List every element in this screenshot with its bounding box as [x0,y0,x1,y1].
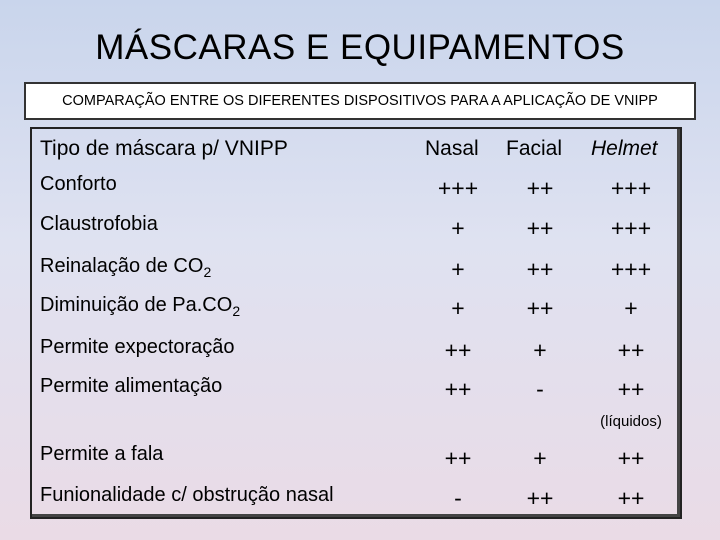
row-label-reinalacao [40,255,211,280]
slide-subtitle: COMPARAÇÃO ENTRE OS DIFERENTES DISPOSITIVOS PARA A APLICAÇÃO DE VNIPP [24,82,696,120]
value-helmet: ++ [617,337,645,363]
value-nasal: - [454,485,462,511]
helmet-note: (líquidos) [600,413,662,430]
value-nasal: ++ [444,445,472,471]
value-helmet: + [624,295,638,321]
subscript: 2 [203,264,212,280]
row-label-obstrucao-nasal: Funionalidade c/ obstrução nasal [40,484,334,506]
value-facial: ++ [526,295,554,321]
value-facial: - [536,376,544,402]
value-helmet: +++ [610,215,652,241]
value-helmet: +++ [610,256,652,282]
header-helmet: Helmet [591,137,658,160]
value-helmet: ++ [617,445,645,471]
subscript: 2 [232,303,241,319]
row-label-claustrofobia: Claustrofobia [40,213,158,235]
value-nasal: +++ [437,175,479,201]
row-label-expectoracao: Permite expectoração [40,336,235,358]
header-label: Tipo de máscara p/ VNIPP [40,137,288,160]
value-facial: ++ [526,256,554,282]
row-label-text: Diminuição de Pa.CO [40,294,233,316]
value-nasal: + [451,215,465,241]
header-nasal: Nasal [425,137,479,160]
row-label-conforto: Conforto [40,173,117,195]
value-nasal: ++ [444,376,472,402]
row-label-fala: Permite a fala [40,443,164,465]
value-helmet: ++ [617,485,645,511]
value-helmet: ++ [617,376,645,402]
value-facial: ++ [526,175,554,201]
row-label-text: Reinalação de CO [40,255,204,277]
value-facial: + [533,337,547,363]
value-facial: ++ [526,485,554,511]
value-facial: + [533,445,547,471]
comparison-table [30,127,682,519]
row-label-diminuicao [40,294,240,319]
value-helmet: +++ [610,175,652,201]
row-label-alimentacao: Permite alimentação [40,375,223,397]
value-nasal: ++ [444,337,472,363]
slide-title: MÁSCARAS E EQUIPAMENTOS [95,28,625,67]
value-nasal: + [451,295,465,321]
value-nasal: + [451,256,465,282]
header-facial: Facial [506,137,563,160]
value-facial: ++ [526,215,554,241]
